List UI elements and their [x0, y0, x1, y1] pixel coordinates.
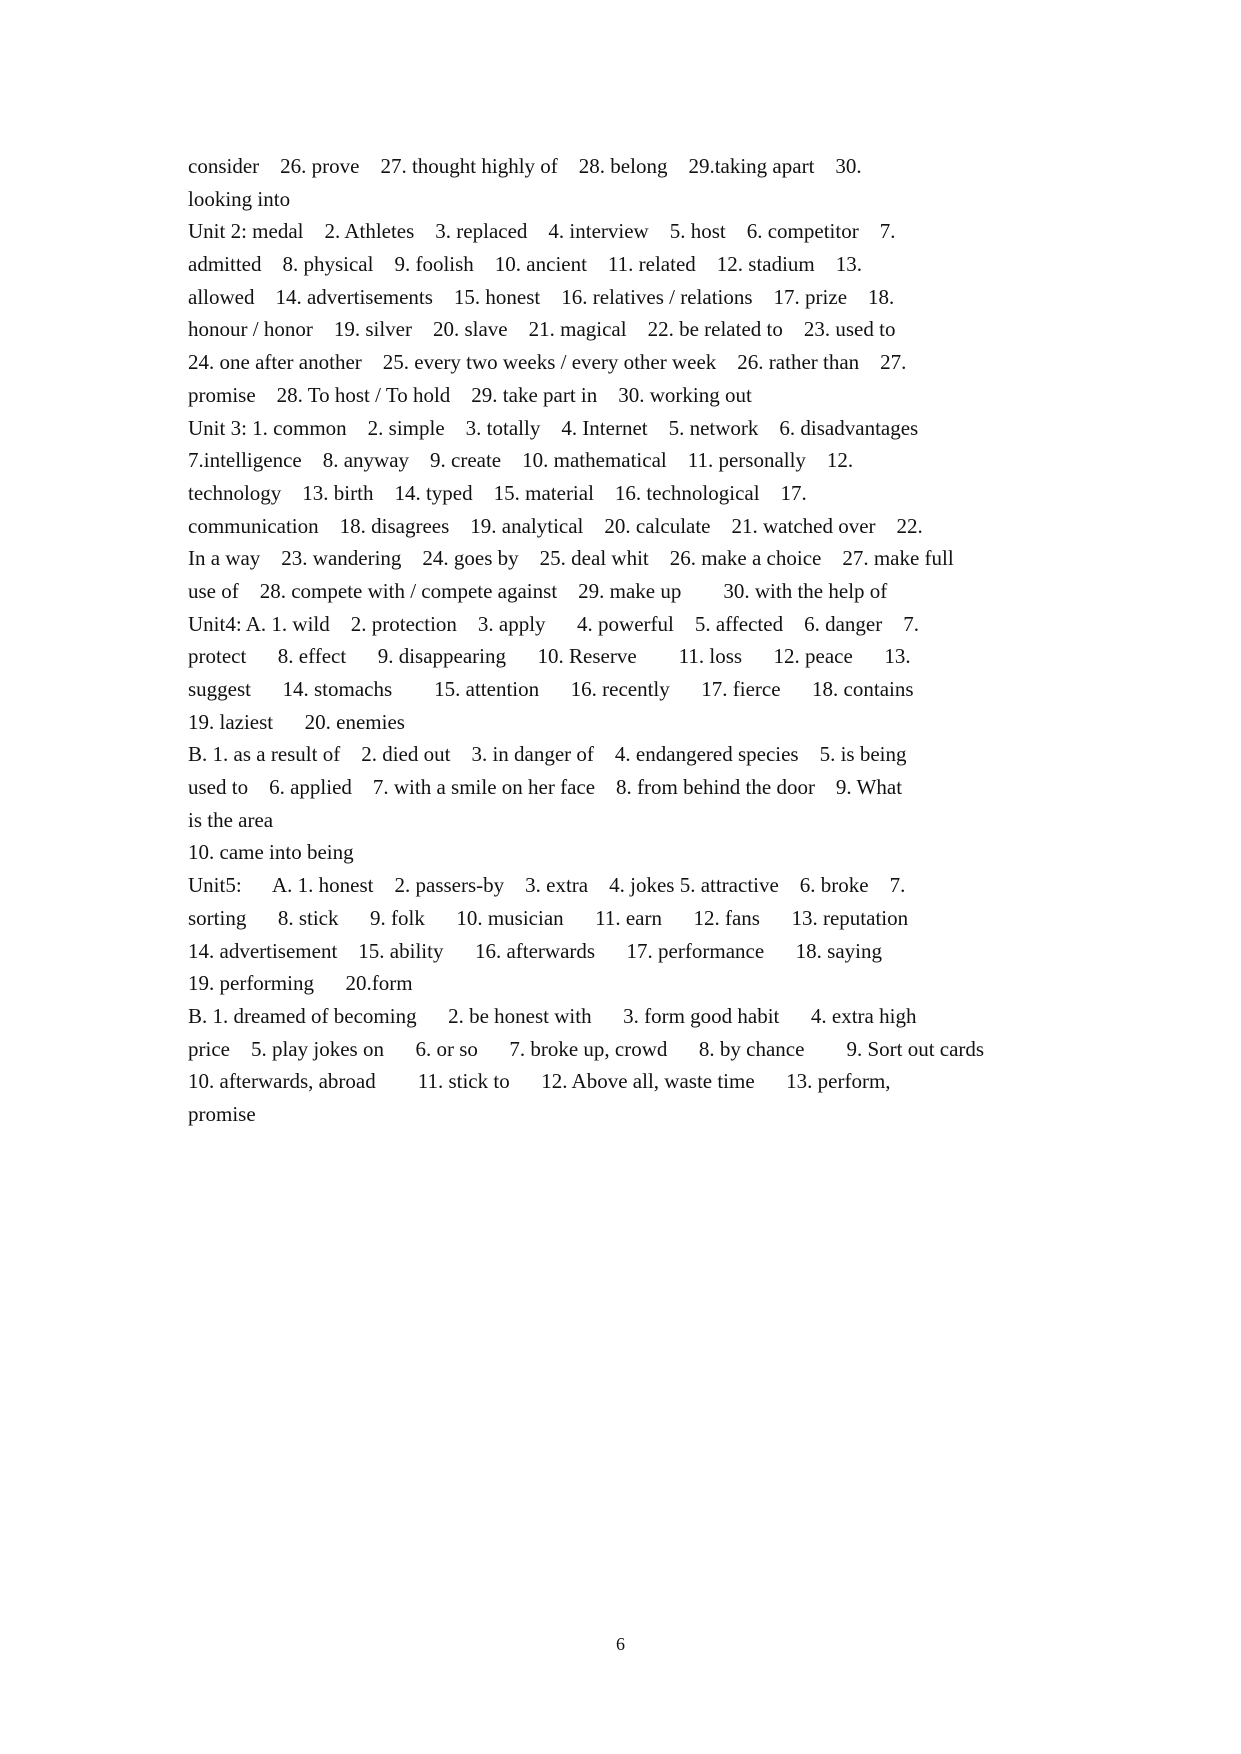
text-line: suggest 14. stomachs 15. attention 16. recently 17. fierce 18. contains: [188, 677, 914, 701]
text-line: allowed 14. advertisements 15. honest 16. relatives / relations 17. prize 18.: [188, 284, 895, 309]
text-line: Unit4: A. 1. wild 2. protection 3. apply 4. powerful 5. affected 6. danger 7.: [188, 611, 919, 636]
text-line: B. 1. as a result of 2. died out 3. in danger of 4. endangered species 5. is being: [188, 742, 907, 767]
text-line: price 5. play jokes on 6. or so 7. broke up, crowd 8. by chance 9. Sort out cards: [188, 1036, 985, 1061]
text-line: Unit 2: medal 2. Athletes 3. replaced 4. interview 5. host 6. competitor 7.: [188, 219, 896, 244]
text-line: 14. advertisement 15. ability 16. afterwards 17. performance 18. saying: [188, 938, 882, 963]
text-line: consider 26. prove 27. thought highly of 28. belong 29.taking apart 30.: [188, 154, 862, 178]
text-line: sorting 8. stick 9. folk 10. musician 11. earn 12. fans 13. reputation: [188, 905, 909, 930]
text-line: looking into: [188, 186, 291, 211]
text-line: communication 18. disagrees 19. analytical 20. calculate 21. watched over 22.: [188, 513, 923, 538]
text-line: use of 28. compete with / compete against 29. make up 30. with the help of: [188, 578, 888, 603]
text-line: honour / honor 19. silver 20. slave 21. magical 22. be related to 23. used to: [188, 317, 896, 342]
text-line: technology 13. birth 14. typed 15. material 16. technological 17.: [188, 480, 807, 505]
text-line: 24. one after another 25. every two weeks / every other week 26. rather than 27.: [188, 350, 907, 375]
text-line: 19. laziest 20. enemies: [188, 709, 405, 734]
text-line: promise: [188, 1101, 256, 1126]
answer-key-text: [188, 150, 1068, 1131]
text-line: protect 8. effect 9. disappearing 10. Reserve 11. loss 12. peace 13.: [188, 644, 911, 669]
text-line: Unit 3: 1. common 2. simple 3. totally 4. Internet 5. network 6. disadvantages: [188, 415, 919, 440]
text-line: promise 28. To host / To hold 29. take part in 30. working out: [188, 382, 752, 407]
text-line: B. 1. dreamed of becoming 2. be honest with 3. form good habit 4. extra high: [188, 1003, 917, 1028]
text-line: admitted 8. physical 9. foolish 10. ancient 11. related 12. stadium 13.: [188, 252, 863, 277]
text-line: 7.intelligence 8. anyway 9. create 10. mathematical 11. personally 12.: [188, 448, 854, 473]
text-line: 10. came into being: [188, 840, 354, 865]
text-line: 10. afterwards, abroad 11. stick to 12. Above all, waste time 13. perform,: [188, 1069, 891, 1094]
text-line: 19. performing 20.form: [188, 971, 413, 996]
text-line: used to 6. applied 7. with a smile on her face 8. from behind the door 9. What: [188, 775, 903, 800]
text-line: In a way 23. wandering 24. goes by 25. deal whit 26. make a choice 27. make full: [188, 546, 954, 571]
text-line: Unit5: A. 1. honest 2. passers-by 3. extra 4. jokes 5. attractive 6. broke 7.: [188, 873, 906, 898]
text-line: is the area: [188, 807, 274, 832]
page-number: 6: [616, 1634, 625, 1654]
